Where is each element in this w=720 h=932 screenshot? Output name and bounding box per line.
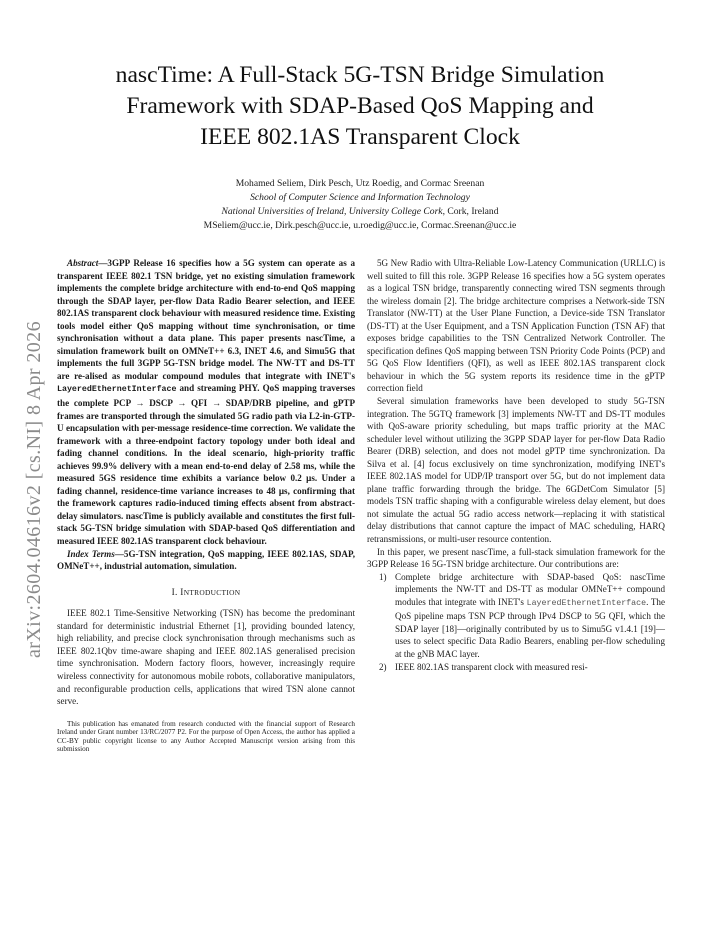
section-heading-introduction	[57, 587, 355, 600]
right-paragraph-1: 5G New Radio with Ultra-Reliable Low-Latency Communication (URLLC) is well suited to fill this role. 3GPP Release 16 specifies how a 5G system operates as a logical TSN bridge, transparently connecting wired TSN segments through the wireless domain [2]. The bridge architecture comprises a Network-side TSN Translator (NW-TT) at the User Plane Function, a Device-side TSN Translator (DS-TT) at the User Equipment, and a TSN Application Function (TSN AF) that exposes bridge capabilities to the TSN Centralized Network Controller. The specification defines QoS mapping between TSN Priority Code Points (PCP) and 5G QoS Flow Identifiers (QFI), as well as IEEE 802.1AS transparent clock behaviour in which the 5G system reports its residence time in the gPTP correction field	[367, 258, 665, 394]
left-column	[57, 257, 355, 761]
list-item	[379, 661, 665, 674]
right-column	[367, 257, 665, 673]
list-item-text-part1: IEEE 802.1AS transparent clock with measured resi-	[395, 661, 588, 672]
author-university: National Universities of Ireland, University College Cork	[221, 206, 443, 217]
abstract-text-part2: and streaming PHY. QoS mapping traverses the complete PCP → DSCP → QFI → SDAP/DRB pipeline, and gPTP frames are transported through the simulated 5G radio path via L2-in-GTP-U encapsulation with per-message residence-time correction. We validate the framework with a three-endpoint factory topology under both ideal and fading channel conditions. In the ideal scenario, high-priority traffic achieves 99.9% delivery with a mean end-to-end delay of 2.58 ms, while the measured 5GS residence time exhibits a variance below 0.2 μs. Under a fading channel, residence-time variance increases to 48 μs, confirming that the framework captures radio-induced timing effects absent from abstract-delay simulators. nascTime is publicly available and constitutes the first full-stack 5G-TSN bridge simulation with SDAP-based QoS differentiation and measured IEEE 802.1AS transparent clock behaviour.	[57, 383, 355, 547]
list-item-number: 1)	[379, 571, 387, 582]
title-line: nascTime: A Full-Stack 5G-TSN Bridge Simulation	[115, 62, 605, 88]
section-title-rest: NTRODUCTION	[183, 587, 241, 597]
index-terms-lead: Index Terms	[67, 548, 115, 559]
title-line: Framework with SDAP-Based QoS Mapping and	[126, 93, 594, 119]
list-item-code-term: LayeredEthernetInterface	[526, 598, 647, 608]
abstract-lead: Abstract	[67, 258, 99, 268]
intro-paragraph-1: IEEE 802.1 Time-Sensitive Networking (TSN) has become the predominant standard for deterministic industrial Ethernet [1], providing bounded latency, high reliability, and precise clock synchronisation through mechanisms such as IEEE 802.1Qbv time-aware shaping and IEEE 802.1AS generalised precision time synchronisation. Modern factory floors, however, increasingly require wireless connectivity for autonomous mobile robots, collaborative manipulators, and reconfigurable production cells, applications that wired TSN alone cannot serve.	[57, 608, 355, 707]
author-names: Mohamed Seliem, Dirk Pesch, Utz Roedig, and Cormac Sreenan	[235, 178, 485, 189]
paper-title	[40, 60, 680, 153]
list-item-text-part1: Complete bridge architecture with SDAP-based QoS: nascTime implements the NW-TT and DS-TT as modular OMNeT++ compound modules that integrate with INET's	[395, 571, 665, 607]
abstract	[57, 257, 355, 548]
section-first-letter: I	[180, 587, 184, 598]
author-affiliation	[40, 205, 680, 219]
section-numeral: I.	[171, 587, 178, 598]
author-block	[40, 177, 680, 233]
abstract-code-term: LayeredEthernetInterface	[57, 385, 177, 395]
funding-footnote: This publication has emanated from research conducted with the financial support of Research Ireland under Grant number 13/RC/2077 P2. For the purpose of Open Access, the author has applied a CC-BY public copyright license to any Author Accepted Manuscript version arising from this submission	[57, 719, 355, 754]
index-terms-text: —5G-TSN integration, QoS mapping, IEEE 802.1AS, SDAP, OMNeT++, industrial automation, simulation.	[57, 548, 355, 572]
right-paragraph-3: In this paper, we present nascTime, a full-stack simulation framework for the 3GPP Release 16 5G-TSN bridge architecture. Our contributions are:	[367, 546, 665, 570]
list-item	[379, 571, 665, 661]
title-line: IEEE 802.1AS Transparent Clock	[200, 124, 520, 150]
arxiv-stamp	[2, 260, 62, 660]
author-location: , Cork, Ireland	[442, 206, 499, 217]
contributions-list	[367, 571, 665, 673]
index-terms	[57, 548, 355, 573]
author-emails: MSeliem@ucc.ie, Dirk.pesch@ucc.ie, u.roedig@ucc.ie, Cormac.Sreenan@ucc.ie	[203, 220, 517, 231]
author-school: School of Computer Science and Information Technology	[250, 192, 470, 203]
arxiv-stamp-text: arXiv:2604.04616v2 [cs.NI] 8 Apr 2026	[23, 321, 45, 658]
right-paragraph-2: Several simulation frameworks have been developed to study 5G-TSN integration. The 5GTQ framework [3] implements NW-TT and DS-TT modules with QoS-aware priority scheduling, but maps traffic priority at the MAC scheduler level without utilizing the 3GPP SDAP layer for per-flow Data Radio Bearer (DRB) selection, and does not model gPTP time synchronization. Da Silva et al. [4] focus exclusively on time synchronization, modifying INET's IEEE 802.1AS model for UDP/IP transport over 5G, but do not implement data plane traffic forwarding through the bridge. The 6GDetCom Simulator [5] models TSN traffic shaping with a configurable wireless delay element, but does not simulate the actual 5G radio access network—replacing it with statistical delay distributions that cannot capture the impact of MAC scheduling, HARQ retransmissions, or multi-user resource contention.	[367, 396, 665, 545]
list-item-number: 2)	[379, 661, 387, 672]
list-item-text-part2: . The QoS pipeline maps TSN PCP through IPv4 DSCP to 5G QFI, which the SDAP layer [18]—originally contributed by us to Simu5G v1.4.1 [19]—uses to select specific Data Radio Bearers, enabling per-flow scheduling at the gNB MAC layer.	[395, 596, 665, 659]
arxiv-stamp-svg	[2, 260, 62, 660]
abstract-text-part1: —3GPP Release 16 specifies how a 5G system can operate as a transparent IEEE 802.1 TSN bridge, yet no existing simulation framework implements the complete bridge architecture with end-to-end QoS mapping through the SDAP layer, per-flow Data Radio Bearer selection, and IEEE 802.1AS transparent clock behaviour with measured residence time. Existing tools model either QoS mapping without time synchronisation, or time synchronisation without a data plane. This paper presents nascTime, a simulation framework built on OMNeT++ 6.3, INET 4.6, and Simu5G that implements the full 3GPP 5G-TSN bridge model. The NW-TT and DS-TT are re-alised as modular compound modules that integrate with INET's	[57, 258, 355, 381]
